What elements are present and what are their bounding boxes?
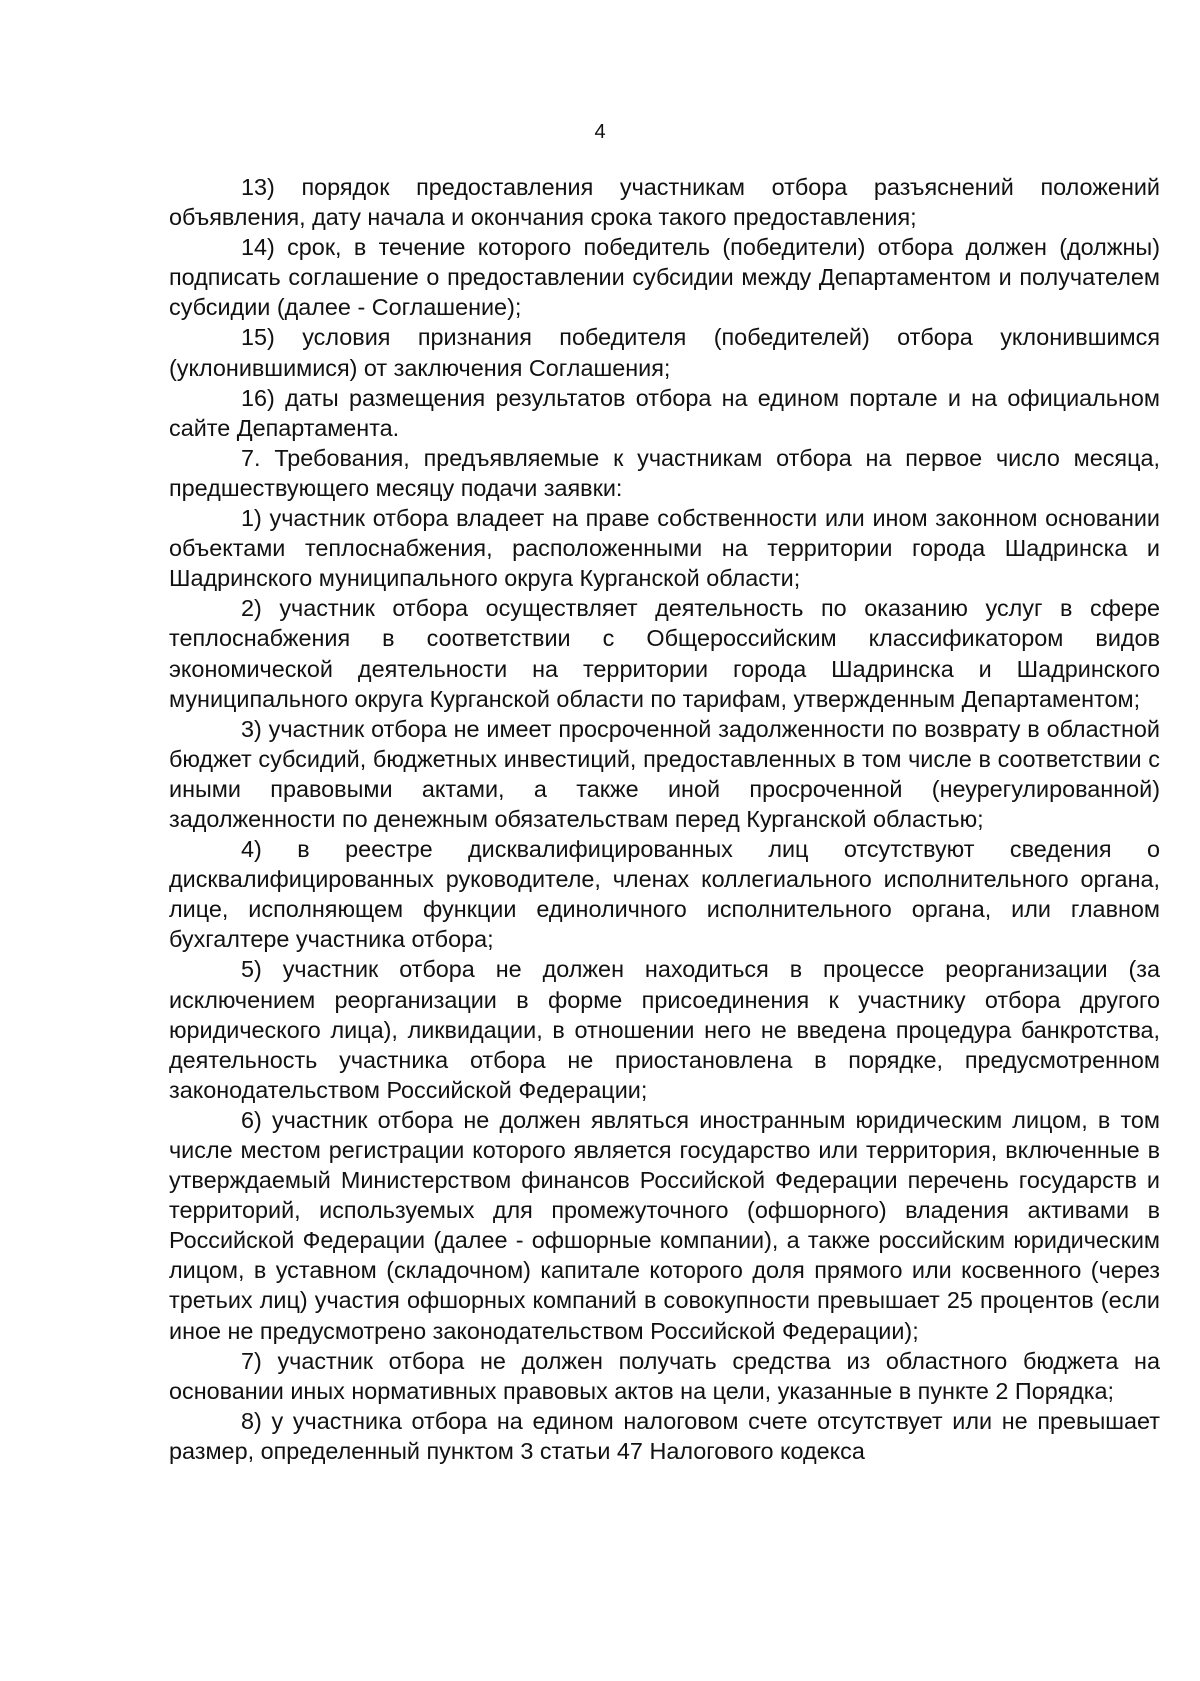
paragraph-requirement-3: 3) участник отбора не имеет просроченной задолженности по возврату в областной бюджет субсидий, бюджетных инвестиций, предоставленных в том числе в соответствии с иными правовыми актами, а также иной просроченной (неурегулированной) задолженности по денежным обязательствам перед Курганской областью; [169, 715, 1160, 832]
paragraph-item-14: 14) срок, в течение которого победитель (победители) отбора должен (должны) подписать соглашение о предоставлении субсидии между Департаментом и получателем субсидии (далее - Соглашение); [169, 234, 1160, 321]
paragraph-item-15: 15) условия признания победителя (победителей) отбора уклонившимся (уклонившимися) от заключения Соглашения; [169, 324, 1160, 381]
paragraph-requirement-7: 7) участник отбора не должен получать средства из областного бюджета на основании иных нормативных правовых актов на цели, указанные в пункте 2 Порядка; [169, 1347, 1160, 1404]
paragraph-clause-7: 7. Требования, предъявляемые к участникам отбора на первое число месяца, предшествующего месяцу подачи заявки: [169, 444, 1160, 501]
paragraph-item-16: 16) даты размещения результатов отбора на едином портале и на официальном сайте Департамента. [169, 384, 1160, 441]
page-number: 4 [594, 121, 606, 143]
paragraph-item-13: 13) порядок предоставления участникам отбора разъяснений положений объявления, дату начала и окончания срока такого предоставления; [169, 174, 1160, 231]
paragraph-requirement-5: 5) участник отбора не должен находиться в процессе реорганизации (за исключением реорганизации в форме присоединения к участнику отбора другого юридического лица), ликвидации, в отношении него не введена процедура банкротства, деятельность участника отбора не приостановлена в порядке, предусмотренном законодательством Российской Федерации; [169, 956, 1160, 1103]
paragraph-requirement-2: 2) участник отбора осуществляет деятельность по оказанию услуг в сфере теплоснабжения в соответствии с Общероссийским классификатором видов экономической деятельности на территории города Шадринска и Шадринского муниципального округа Курганской области по тарифам, утвержденным Департаментом; [169, 595, 1160, 712]
paragraph-requirement-8: 8) у участника отбора на едином налоговом счете отсутствует или не превышает размер, определенный пунктом 3 статьи 47 Налогового кодекса [169, 1407, 1160, 1464]
paragraph-requirement-1: 1) участник отбора владеет на праве собственности или ином законном основании объектами теплоснабжения, расположенными на территории города Шадринска и Шадринского муниципального округа Курганской области; [169, 505, 1160, 592]
paragraph-requirement-6: 6) участник отбора не должен являться иностранным юридическим лицом, в том числе местом регистрации которого является государство или территория, включенные в утверждаемый Министерством финансов Российской Федерации перечень государств и территорий, используемых для промежуточного (офшорного) владения активами в Российской Федерации (далее - офшорные компании), а также российским юридическим лицом, в уставном (складочном) капитале которого доля прямого или косвенного (через третьих лиц) участия офшорных компаний в совокупности превышает 25 процентов (если иное не предусмотрено законодательством Российской Федерации); [169, 1106, 1160, 1344]
document-body [169, 172, 1160, 1466]
paragraph-requirement-4: 4) в реестре дисквалифицированных лиц отсутствуют сведения о дисквалифицированных руководителе, членах коллегиального исполнительного органа, лице, исполняющем функции единоличного исполнительного органа, или главном бухгалтере участника отбора; [169, 836, 1160, 953]
